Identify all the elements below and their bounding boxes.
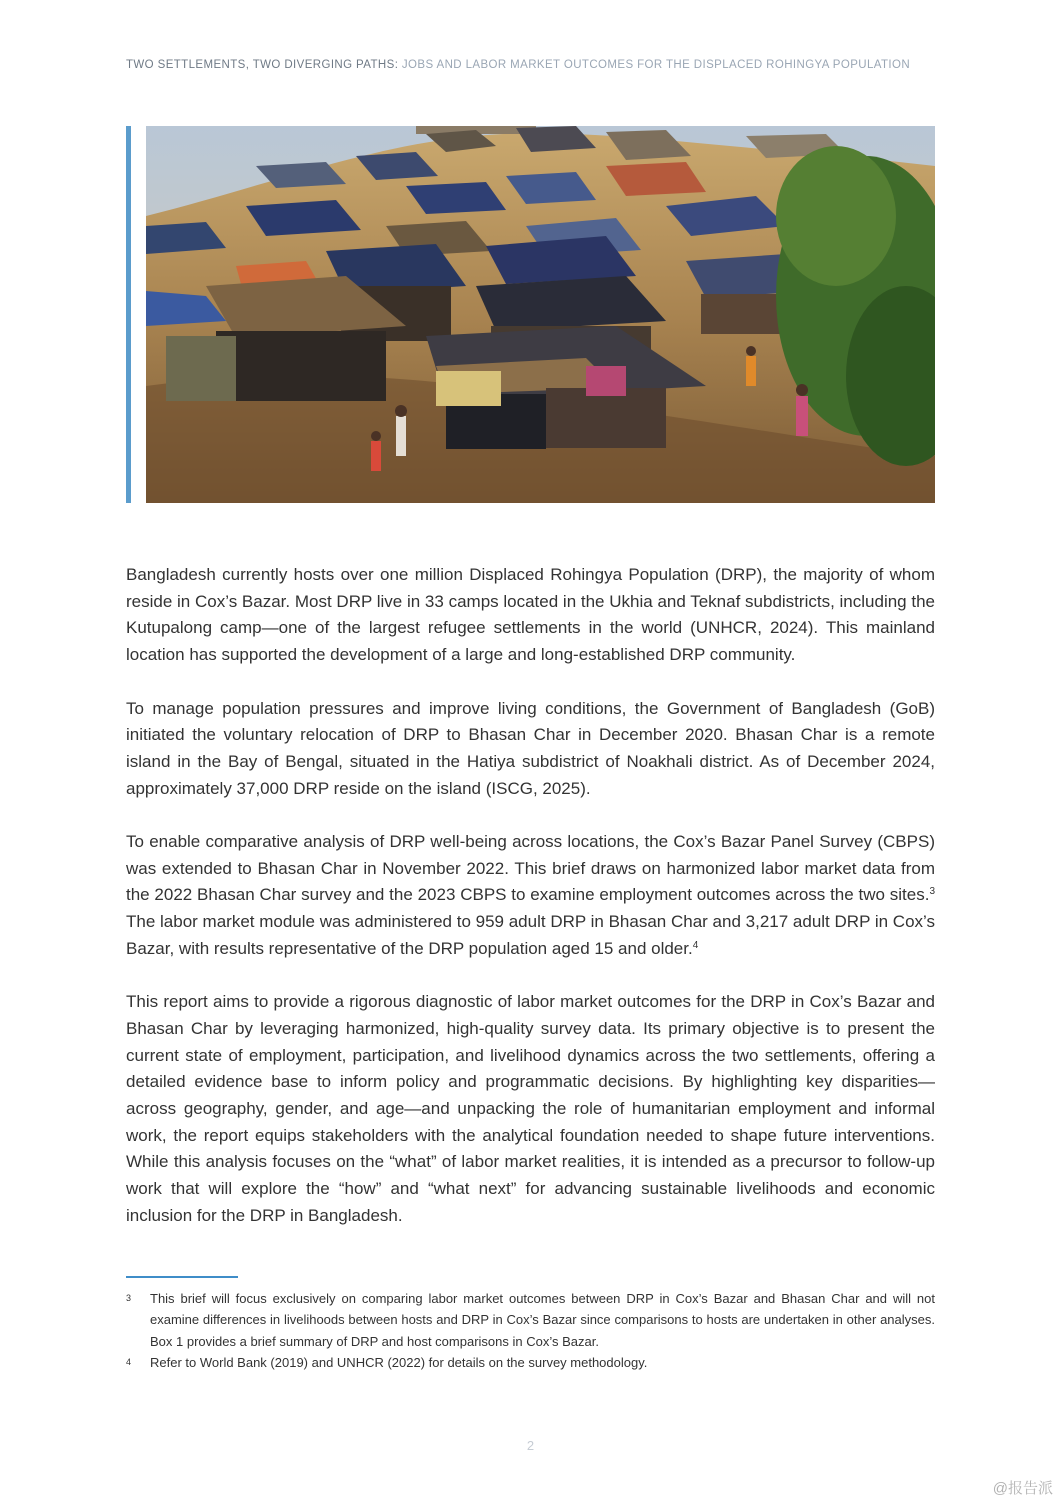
footnote-3 <box>126 1288 935 1352</box>
photo-accent-bar <box>126 126 131 503</box>
page-number: 2 <box>526 1438 535 1453</box>
paragraph-survey <box>126 829 935 963</box>
footnote-number: 4 <box>126 1356 132 1367</box>
header-title-light: JOBS AND LABOR MARKET OUTCOMES FOR THE DISPLACED ROHINGYA POPULATION <box>401 59 911 71</box>
running-header <box>126 59 946 71</box>
footnote-text: Refer to World Bank (2019) and UNHCR (2022) for details on the survey methodology. <box>150 1354 648 1370</box>
footnote-ref-4[interactable]: 4 <box>692 939 699 951</box>
paragraph-intro: Bangladesh currently hosts over one million Displaced Rohingya Population (DRP), the majority of whom reside in Cox’s Bazar. Most DRP live in 33 camps located in the Ukhia and Teknaf subdistricts, including the Kutupalong camp—one of the largest refugee settlements in the world (UNHCR, 2024). This mainland location has supported the development of a large and long-established DRP community. <box>126 565 935 665</box>
hero-photo-block <box>126 126 935 503</box>
footnote-number: 3 <box>126 1293 132 1303</box>
watermark-text: @报告派 <box>992 1480 1053 1497</box>
header-title-bold: TWO SETTLEMENTS, TWO DIVERGING PATHS: <box>126 59 399 71</box>
footnotes <box>126 1288 935 1373</box>
footnote-divider <box>126 1276 238 1278</box>
camp-photo <box>146 126 935 503</box>
paragraph-survey-part2: The labor market module was administered to 959 adult DRP in Bhasan Char and 3,217 adult DRP in Cox’s Bazar, with results representative of the DRP population aged 15 and older. <box>126 912 935 958</box>
body-text <box>126 562 935 1256</box>
paragraph-relocation: To manage population pressures and improve living conditions, the Government of Bangladesh (GoB) initiated the voluntary relocation of DRP to Bhasan Char in December 2020. Bhasan Char is a remote island in the Bay of Bengal, situated in the Hatiya subdistrict of Noakhali district. As of December 2024, approximately 37,000 DRP reside on the island (ISCG, 2025). <box>126 698 935 798</box>
footnote-4 <box>126 1352 935 1373</box>
paragraph-survey-part1: To enable comparative analysis of DRP well-being across locations, the Cox’s Bazar Panel Survey (CBPS) was extended to Bhasan Char in November 2022. This brief draws on harmonized labor market data from the 2022 Bhasan Char survey and the 2023 CBPS to examine employment outcomes across the two sites. <box>126 832 935 905</box>
paragraph-objective: This report aims to provide a rigorous diagnostic of labor market outcomes for the DRP in Cox’s Bazar and Bhasan Char by leveraging harmonized, high-quality survey data. Its primary objective is to present the current state of employment, participation, and livelihood dynamics across the two settlements, offering a detailed evidence base to inform policy and programmatic decisions. By highlighting key disparities—across geography, gender, and age—and unpacking the role of humanitarian employment and informal work, the report equips stakeholders with the analytical foundation needed to shape future interventions. While this analysis focuses on the “what” of labor market realities, it is intended as a precursor to follow-up work that will explore the “how” and “what next” for advancing sustainable livelihoods and economic inclusion for the DRP in Bangladesh. <box>126 992 935 1225</box>
footnote-text: This brief will focus exclusively on comparing labor market outcomes between DRP in Cox’s Bazar and Bhasan Char and will not examine differences in livelihoods between hosts and DRP in Cox’s Bazar since comparisons to hosts are undertaken in other analyses. Box 1 provides a brief summary of DRP and host comparisons in Cox’s Bazar. <box>150 1291 935 1349</box>
footnote-ref-3[interactable]: 3 <box>929 886 935 898</box>
